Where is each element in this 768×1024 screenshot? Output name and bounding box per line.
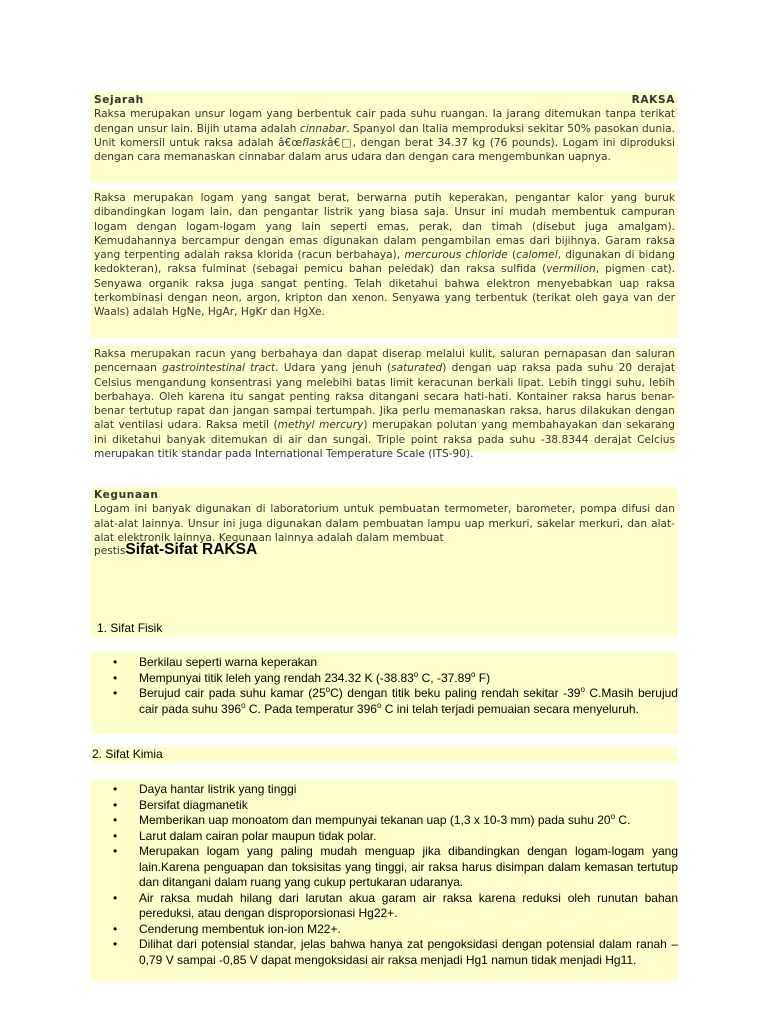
sejarah-paragraph-3-block: [91, 346, 678, 461]
text-run: Dilihat dari potensial standar, jelas bahwa hanya zat pengoksidasi dengan potensial dalam ranah – 0,79 V sampai -0,85 V dapat mengoksidasi air raksa menjadi Hg1 namun tidak menjadi Hg11.: [139, 937, 678, 967]
degree-superscript: o: [325, 685, 331, 694]
italic-term: vermilion: [546, 263, 596, 276]
sifat-kimia-list: [91, 782, 678, 968]
italic-term: methyl mercury: [277, 419, 364, 432]
degree-superscript: o: [580, 685, 585, 694]
list-item: [91, 686, 678, 717]
sifat-kimia-list-block: [91, 780, 678, 981]
kegunaan-section: [91, 487, 678, 637]
sejarah-section: [91, 92, 678, 183]
bullet-icon: •: [113, 828, 118, 843]
text-run: Cenderung membentuk ion-ion M22+.: [139, 921, 341, 936]
kegunaan-text: Logam ini banyak digunakan di laboratorium untuk pembuatan termometer, barometer, pompa difusi dan alat-alat lainnya. Unsur ini juga digunakan dalam pembuatan lampu uap merkuri, sakelar merkuri, dan alat-alat elektronik lainnya. Kegunaan lainnya adalah dalam membuat: [94, 503, 675, 544]
sifat-fisik-heading: 1. Sifat Fisik: [97, 621, 163, 635]
sifat-kimia-heading: 2. Sifat Kimia: [92, 747, 163, 761]
bullet-icon: •: [113, 890, 118, 905]
degree-superscript: o: [471, 669, 476, 679]
text-run: C. Pada temperatur 396: [245, 701, 377, 716]
text-run: Bersifat diagmanetik: [139, 797, 248, 812]
text-run: Air raksa mudah hilang dari larutan akua garam air raksa karena reduksi oleh runutan bahan pereduksi, atau dengan disproporsionasi Hg22+.: [139, 890, 678, 920]
text-run: Mempunyai titik leleh yang rendah 234.32 K (-38.83: [139, 670, 414, 685]
italic-term: saturated: [391, 362, 443, 375]
list-item: [91, 655, 678, 671]
italic-term: flask: [302, 136, 328, 149]
text-run: , digunakan di bidang kedokteran), raksa fulminat (sebagai pemicu bahan peledak) dan raksa sulfida (: [94, 249, 675, 276]
sejarah-paragraph-2: [94, 191, 675, 320]
bullet-icon: •: [113, 797, 118, 812]
bullet-icon: •: [113, 813, 118, 827]
sifat-title: Sifat-Sifat RAKSA: [125, 541, 258, 559]
text-run: Larut dalam cairan polar maupun tidak polar.: [139, 828, 377, 843]
degree-superscript: o: [610, 812, 616, 821]
text-run: C ini telah terjadi pemuaian secara menyeluruh.: [381, 701, 639, 716]
text-run: Raksa merupakan logam yang sangat berat, berwarna putih keperakan, pengantar kalor yang buruk dibandingkan logam lain, dan pengantar listrik yang biasa saja. Unsur ini mudah membentuk campuran logam dengan logam-logam yang lain seperti emas, perak, dan timah (disebut juga amalgam). Kemudahannya bercampur dengan emas digunakan dalam pengambilan emas dari bijihnya. Garam raksa yang terpenting adalah raksa klorida (racun berbahaya),: [94, 192, 675, 262]
kegunaan-tail-text: pestis: [94, 545, 126, 558]
text-run: C.: [615, 813, 631, 827]
text-run: C.Masih berujud cair pada suhu 396: [139, 686, 678, 716]
list-item: [91, 798, 678, 814]
text-run: C) dengan titik beku paling rendah sekitar -39: [330, 686, 581, 700]
bullet-icon: •: [113, 937, 118, 951]
italic-term: calomel: [516, 249, 558, 262]
degree-superscript: o: [376, 700, 382, 710]
sejarah-paragraph-1: [94, 107, 675, 164]
italic-term: gastrointestinal tract: [162, 362, 276, 375]
sejarah-paragraph-2-block: [91, 190, 678, 338]
text-run: Daya hantar listrik yang tinggi: [139, 782, 297, 796]
list-item: [91, 844, 678, 891]
text-run: Raksa merupakan racun yang berbahaya dan dapat diserap melalui kulit, saluran pernapasan dan saluran pencernaan: [94, 348, 675, 375]
bullet-icon: •: [113, 670, 118, 685]
text-run: . Udara yang jenuh (: [275, 362, 392, 375]
italic-term: mercurous chloride: [404, 249, 508, 262]
bullet-icon: •: [113, 921, 118, 936]
sejarah-heading-row: [94, 93, 675, 107]
text-run: ) merupakan polutan yang membahayakan dan sekarang ini diketahui banyak ditemukan di air dan sungai. Triple point raksa pada suhu -38.8344 derajat Celcius merupakan titik standar pada International Temperature Scale (ITS-90).: [94, 419, 675, 461]
text-run: â€□, dengan berat 34.37 kg (76 pounds). Logam ini diproduksi dengan cara memanaskan cinnabar dalam arus udara dan dengan cara mengembunkan uapnya.: [94, 136, 675, 164]
list-item: [91, 891, 678, 922]
text-run: Berujud cair pada suhu kamar (25: [139, 686, 326, 700]
raksa-heading: RAKSA: [631, 94, 675, 106]
bullet-icon: •: [113, 686, 118, 700]
list-item: [91, 813, 678, 829]
text-run: . Spanyol dan Italia memproduksi sekitar 50% pasokan dunia. Unit komersil untuk raksa adalah â€œ: [94, 122, 675, 149]
kegunaan-heading: Kegunaan: [94, 489, 159, 501]
bullet-icon: •: [113, 782, 118, 796]
text-run: Memberikan uap monoatom dan mempunyai tekanan uap (1,3 x 10-3 mm) pada suhu 20: [139, 813, 611, 827]
text-run: , pigmen cat). Senyawa organik raksa juga sangat penting. Telah diketahui bahwa elektron menyebabkan uap raksa terkombinasi dengan neon, argon, kripton dan xenon. Senyawa yang terbentuk (terikat oleh gaya van der Waals) adalah HgNe, HgAr, HgKr dan HgXe.: [94, 263, 675, 319]
sejarah-heading: Sejarah: [94, 94, 144, 106]
sifat-fisik-list: [91, 655, 678, 717]
text-run: Merupakan logam yang paling mudah menguap jika dibandingkan dengan logam-logam yang lain.Karena penguapan dan toksisitas yang tinggi, air raksa harus disimpan dalam kemasan tertutup dan ditangani dalam ruang yang cukup pertukaran udaranya.: [139, 844, 678, 889]
degree-superscript: o: [413, 669, 419, 679]
bullet-icon: •: [113, 844, 118, 858]
text-run: F): [475, 670, 491, 685]
list-item: [91, 937, 678, 968]
kegunaan-title-row: [94, 543, 675, 558]
sejarah-paragraph-3: [94, 347, 675, 461]
text-run: ) dengan uap raksa pada suhu 20 derajat Celsius mengandung konsentrasi yang melebihi batas limit keracunan berkali lipat. Lebih tinggi suhu, lebih berbahaya. Oleh karena itu sangat penting raksa ditangani secara hati-hati. Kontainer raksa harus benar-benar tertutup rapat dan jangan sampai tertumpah. Jika perlu memanaskan raksa, harus dilakukan dengan alat ventilasi udara. Raksa metil (: [94, 362, 675, 432]
text-run: C, -37.89: [418, 670, 471, 685]
text-run: (: [507, 249, 517, 262]
sifat-kimia-heading-block: [91, 747, 678, 763]
list-item: [91, 829, 678, 845]
list-item: [91, 671, 678, 687]
list-item: [91, 922, 678, 938]
text-run: Raksa merupakan unsur logam yang berbentuk cair pada suhu ruangan. Ia jarang ditemukan tanpa terikat dengan unsur lain. Bijih utama adalah: [94, 108, 675, 135]
degree-superscript: o: [241, 700, 246, 710]
sifat-fisik-list-block: [91, 652, 678, 734]
list-item: [91, 782, 678, 798]
text-run: Berkilau seperti warna keperakan: [139, 655, 318, 669]
italic-term: cinnabar: [299, 122, 347, 135]
bullet-icon: •: [113, 655, 118, 669]
